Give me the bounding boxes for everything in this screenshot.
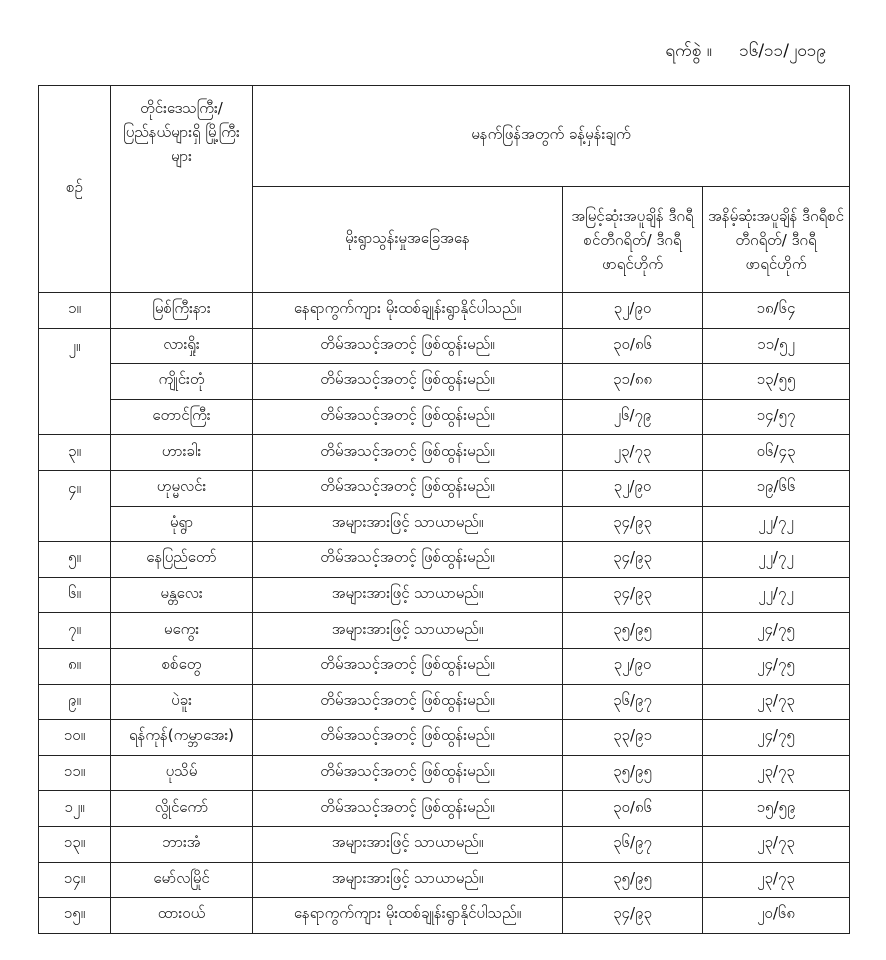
cell-city: ရန်ကုန်(ကမ္ဘာအေး) xyxy=(111,720,253,756)
table-row xyxy=(39,328,850,364)
cell-max-temp: ၃၄/၉၃ xyxy=(563,542,703,578)
table-row xyxy=(39,364,850,400)
table-row xyxy=(39,826,850,862)
cell-rain-condition: တိမ်အသင့်အတင့် ဖြစ်ထွန်းမည်။ xyxy=(253,364,563,400)
cell-min-temp: ၂၃/၇၃ xyxy=(703,755,850,791)
cell-min-temp: ၂၄/၇၅ xyxy=(703,613,850,649)
cell-serial-no: ၂။ xyxy=(39,328,111,435)
cell-min-temp: ၂၃/၇၃ xyxy=(703,862,850,898)
cell-min-temp: ၀၆/၄၃ xyxy=(703,435,850,471)
cell-min-temp: ၂၄/၇၅ xyxy=(703,648,850,684)
cell-rain-condition: တိမ်အသင့်အတင့် ဖြစ်ထွန်းမည်။ xyxy=(253,435,563,471)
forecast-rows xyxy=(39,293,850,934)
cell-serial-no: ၆။ xyxy=(39,577,111,613)
cell-rain-condition: တိမ်အသင့်အတင့် ဖြစ်ထွန်းမည်။ xyxy=(253,470,563,506)
cell-city: လွိုင်ကော် xyxy=(111,791,253,827)
cell-city: ပုသိမ် xyxy=(111,755,253,791)
cell-serial-no: ၈။ xyxy=(39,648,111,684)
cell-rain-condition: တိမ်အသင့်အတင့် ဖြစ်ထွန်းမည်။ xyxy=(253,684,563,720)
cell-max-temp: ၃၆/၉၇ xyxy=(563,826,703,862)
cell-rain-condition: တိမ်အသင့်အတင့် ဖြစ်ထွန်းမည်။ xyxy=(253,755,563,791)
header-rain-condition: မိုးရွာသွန်းမှုအခြေအနေ xyxy=(253,187,563,293)
cell-min-temp: ၂၀/၆၈ xyxy=(703,898,850,934)
cell-serial-no: ၁၀။ xyxy=(39,720,111,756)
cell-rain-condition: တိမ်အသင့်အတင့် ဖြစ်ထွန်းမည်။ xyxy=(253,720,563,756)
cell-serial-no: ၅။ xyxy=(39,542,111,578)
cell-max-temp: ၃၀/၈၆ xyxy=(563,328,703,364)
cell-city: မုံရွာ xyxy=(111,506,253,542)
cell-serial-no: ၁၃။ xyxy=(39,826,111,862)
cell-max-temp: ၃၁/၈၈ xyxy=(563,364,703,400)
cell-rain-condition: တိမ်အသင့်အတင့် ဖြစ်ထွန်းမည်။ xyxy=(253,399,563,435)
cell-max-temp: ၃၃/၉၁ xyxy=(563,720,703,756)
cell-serial-no: ၉။ xyxy=(39,684,111,720)
cell-city: ထားဝယ် xyxy=(111,898,253,934)
cell-min-temp: ၂၄/၇၅ xyxy=(703,720,850,756)
cell-city: နေပြည်တော် xyxy=(111,542,253,578)
cell-city: ဟုမ္မလင်း xyxy=(111,470,253,506)
cell-rain-condition: နေရာကွက်ကျား မိုးထစ်ချုန်းရွာနိုင်ပါသည်။ xyxy=(253,898,563,934)
cell-rain-condition: နေရာကွက်ကျား မိုးထစ်ချုန်းရွာနိုင်ပါသည်။ xyxy=(253,293,563,329)
table-row xyxy=(39,791,850,827)
cell-max-temp: ၃၅/၉၅ xyxy=(563,862,703,898)
header-forecast-group: မနက်ဖြန်အတွက် ခန့်မှန်းချက် xyxy=(253,86,850,187)
cell-rain-condition: အများအားဖြင့် သာယာမည်။ xyxy=(253,613,563,649)
cell-city: တောင်ကြီး xyxy=(111,399,253,435)
cell-city: ဘားအံ xyxy=(111,826,253,862)
cell-rain-condition: အများအားဖြင့် သာယာမည်။ xyxy=(253,577,563,613)
table-row xyxy=(39,720,850,756)
cell-serial-no: ၇။ xyxy=(39,613,111,649)
cell-serial-no: ၃။ xyxy=(39,435,111,471)
cell-max-temp: ၃၅/၉၅ xyxy=(563,755,703,791)
cell-min-temp: ၁၄/၅၇ xyxy=(703,399,850,435)
cell-min-temp: ၂၂/၇၂ xyxy=(703,542,850,578)
table-row xyxy=(39,613,850,649)
cell-max-temp: ၂၃/၇၃ xyxy=(563,435,703,471)
cell-city: ဟားခါး xyxy=(111,435,253,471)
header-serial-no: စဉ် xyxy=(39,86,111,293)
cell-rain-condition: တိမ်အသင့်အတင့် ဖြစ်ထွန်းမည်။ xyxy=(253,328,563,364)
cell-rain-condition: တိမ်အသင့်အတင့် ဖြစ်ထွန်းမည်။ xyxy=(253,791,563,827)
table-row xyxy=(39,755,850,791)
cell-min-temp: ၁၉/၆၆ xyxy=(703,470,850,506)
cell-city: မန္တလေး xyxy=(111,577,253,613)
cell-city: ပဲခူး xyxy=(111,684,253,720)
table-row xyxy=(39,862,850,898)
cell-serial-no: ၁၄။ xyxy=(39,862,111,898)
cell-city: မော်လမြိုင် xyxy=(111,862,253,898)
cell-max-temp: ၃၅/၉၅ xyxy=(563,613,703,649)
header-max-temp: အမြင့်ဆုံးအပူချိန် ဒီဂရီစင်တီဂရိတ်/ ဒီဂရီဖာရင်ဟိုက် xyxy=(563,187,703,293)
cell-serial-no: ၁၅။ xyxy=(39,898,111,934)
table-row xyxy=(39,506,850,542)
cell-max-temp: ၃၆/၉၇ xyxy=(563,684,703,720)
cell-serial-no: ၁၂။ xyxy=(39,791,111,827)
date-value: ၁၆/၁၁/၂၀၁၉ xyxy=(739,41,826,61)
cell-rain-condition: တိမ်အသင့်အတင့် ဖြစ်ထွန်းမည်။ xyxy=(253,542,563,578)
cell-serial-no: ၄။ xyxy=(39,470,111,541)
cell-min-temp: ၂၃/၇၃ xyxy=(703,826,850,862)
table-row xyxy=(39,898,850,934)
table-row xyxy=(39,542,850,578)
date-label: ရက်စွဲ ။ xyxy=(665,41,712,61)
cell-city: မြစ်ကြီးနား xyxy=(111,293,253,329)
cell-max-temp: ၃၂/၉၀ xyxy=(563,648,703,684)
cell-min-temp: ၁၁/၅၂ xyxy=(703,328,850,364)
cell-rain-condition: အများအားဖြင့် သာယာမည်။ xyxy=(253,826,563,862)
cell-city: မကွေး xyxy=(111,613,253,649)
cell-city: လားရှိုး xyxy=(111,328,253,364)
cell-max-temp: ၂၆/၇၉ xyxy=(563,399,703,435)
cell-serial-no: ၁။ xyxy=(39,293,111,329)
table-row xyxy=(39,684,850,720)
cell-rain-condition: အများအားဖြင့် သာယာမည်။ xyxy=(253,862,563,898)
cell-rain-condition: တိမ်အသင့်အတင့် ဖြစ်ထွန်းမည်။ xyxy=(253,648,563,684)
cell-rain-condition: အများအားဖြင့် သာယာမည်။ xyxy=(253,506,563,542)
cell-min-temp: ၁၃/၅၅ xyxy=(703,364,850,400)
cell-max-temp: ၃၄/၉၃ xyxy=(563,577,703,613)
cell-max-temp: ၃၄/၉၃ xyxy=(563,898,703,934)
table-row xyxy=(39,648,850,684)
table-row xyxy=(39,293,850,329)
table-row xyxy=(39,435,850,471)
cell-min-temp: ၁၈/၆၄ xyxy=(703,293,850,329)
weather-forecast-table xyxy=(38,85,850,934)
header-min-temp: အနိမ့်ဆုံးအပူချိန် ဒီဂရီစင်တီဂရိတ်/ ဒီဂရီဖာရင်ဟိုက် xyxy=(703,187,850,293)
cell-serial-no: ၁၁။ xyxy=(39,755,111,791)
cell-min-temp: ၁၅/၅၉ xyxy=(703,791,850,827)
report-date xyxy=(665,40,826,65)
table-row xyxy=(39,577,850,613)
cell-min-temp: ၂၂/၇၂ xyxy=(703,577,850,613)
cell-max-temp: ၃၄/၉၃ xyxy=(563,506,703,542)
cell-city: စစ်တွေ xyxy=(111,648,253,684)
table-row xyxy=(39,470,850,506)
table-row xyxy=(39,399,850,435)
cell-max-temp: ၃၂/၉၀ xyxy=(563,293,703,329)
cell-min-temp: ၂၂/၇၂ xyxy=(703,506,850,542)
cell-max-temp: ၃၀/၈၆ xyxy=(563,791,703,827)
cell-min-temp: ၂၃/၇၃ xyxy=(703,684,850,720)
header-city: တိုင်းဒေသကြီး/ ပြည်နယ်များရှိ မြို့ကြီးများ xyxy=(111,86,253,293)
cell-city: ကျိုင်းတုံ xyxy=(111,364,253,400)
cell-max-temp: ၃၂/၉၀ xyxy=(563,470,703,506)
